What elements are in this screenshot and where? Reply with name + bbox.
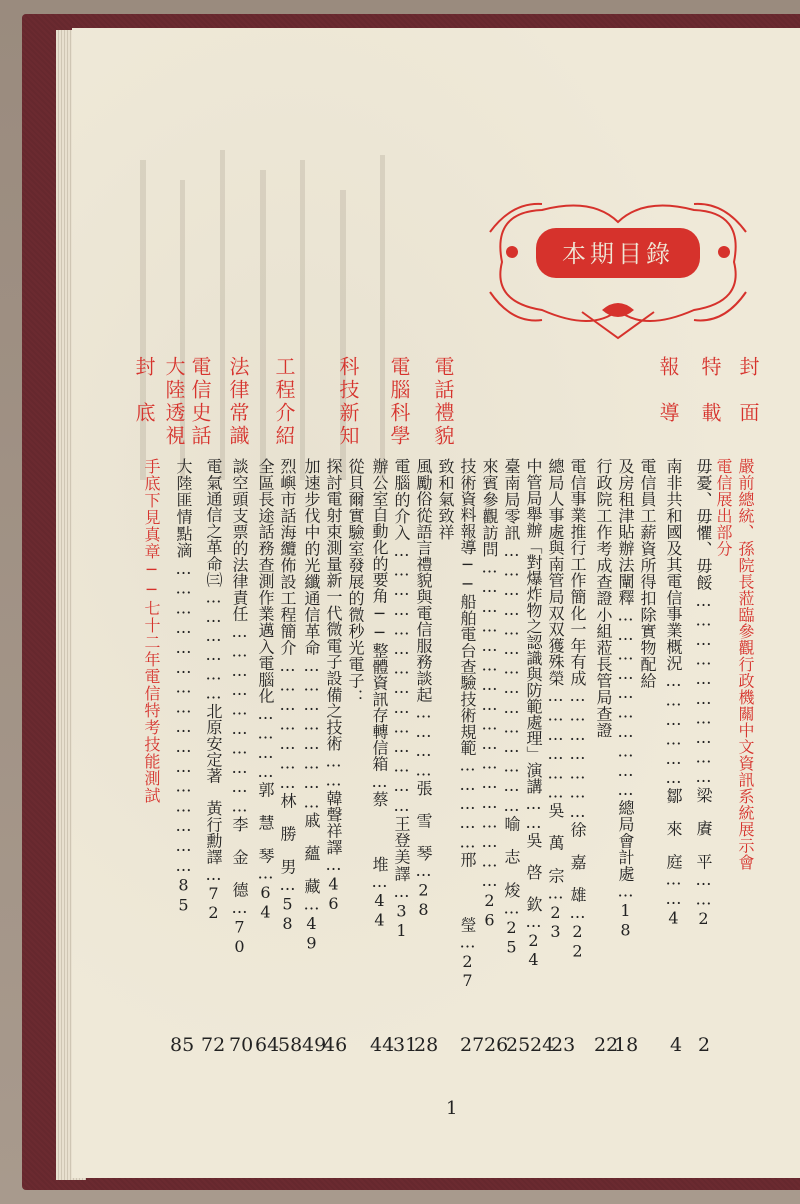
page-number: 26 <box>484 1034 509 1056</box>
seal-title: 本期目錄 <box>562 240 674 268</box>
toc-entry: 從貝爾實驗室發展的微秒光電子： <box>346 458 365 706</box>
toc-entry: 辦公室自動化的要角──整體資訊存轉信箱…蔡 堆…44 <box>370 458 389 930</box>
toc-entry: 毋憂、毋懼、毋餒…………………………梁 賡 平……2 <box>694 458 713 929</box>
page-number: 23 <box>551 1034 576 1056</box>
section-tech: 科技新知 <box>336 356 360 448</box>
toc-entry: 大陸匪情點滴…………………………………………85 <box>174 458 193 916</box>
page-number: 24 <box>530 1034 555 1056</box>
section-report: 報 導 <box>656 356 680 425</box>
section-mainland: 大陸透視 <box>162 356 186 448</box>
toc-entry: 致和氣致祥 <box>436 458 455 541</box>
section-special: 特 載 <box>698 356 722 425</box>
toc-entry: 電氣通信之革命㈢………………北原安定著 黃行勳譯…72 <box>204 458 223 923</box>
toc-entry: 電信事業推行工作簡化一年有成…………………徐 嘉 雄…22 <box>568 458 587 961</box>
page-number: 70 <box>229 1034 254 1056</box>
toc-entry: 來賓參觀訪問……………………………………………26 <box>480 458 499 930</box>
section-law: 法律常識 <box>226 356 250 448</box>
page-number: 72 <box>201 1034 226 1056</box>
toc-entry: 行政院工作考成查證小組蒞長管局查證 <box>594 458 613 739</box>
page-number: 85 <box>170 1034 195 1056</box>
toc-entry: 手底下見真章──七十二年電信特考技能測試 <box>142 458 161 804</box>
page-number: 4 <box>670 1034 683 1056</box>
toc-entry: 全區長途話務查測作業邁入電腦化…………郭 慧 琴…64 <box>256 458 275 922</box>
page-number: 27 <box>460 1034 485 1056</box>
page-number: 58 <box>278 1034 303 1056</box>
page-number: 64 <box>255 1034 280 1056</box>
toc-entry: 中管局舉辦「對爆炸物之認識與防範處理」演講……吳 啓 欽…24 <box>524 458 543 969</box>
toc-entry: 總局人事處與南管局双双獲殊榮………………吳 萬 宗…23 <box>546 458 565 942</box>
page-number: 22 <box>594 1034 619 1056</box>
page-number: 44 <box>370 1034 395 1056</box>
page-number: 25 <box>506 1034 531 1056</box>
toc-entry: 技術資料報導──船舶電台查驗技術規範……………邢 瑩…27 <box>458 458 477 991</box>
toc-entry: 電腦的介入……………………………………王登美譯…31 <box>392 458 411 941</box>
table-of-contents-seal <box>482 192 754 340</box>
page-number: 28 <box>414 1034 439 1056</box>
section-computer: 電腦科學 <box>387 356 411 448</box>
page-number: 31 <box>393 1034 418 1056</box>
section-history: 電信史話 <box>188 356 212 448</box>
section-engineering: 工程介紹 <box>272 356 296 448</box>
section-back: 封 底 <box>132 356 156 425</box>
toc-entry: 及房租津貼辦法闡釋…………………………總局會計處…18 <box>616 458 635 940</box>
section-etiquette: 電話禮貌 <box>431 356 455 448</box>
toc-entry: 電信展出部分 <box>714 458 733 557</box>
toc-entry: 南非共和國及其電信事業概況………………鄒 來 庭……4 <box>664 458 683 928</box>
page-number: 46 <box>323 1034 348 1056</box>
toc-entry: 臺南局零訊……………………………………喻 志 焌…25 <box>502 458 521 958</box>
toc-entry: 風勵俗從語言禮貌與電信服務談起…………張 雪 琴…28 <box>414 458 433 920</box>
page-number: 18 <box>614 1034 639 1056</box>
toc-entry: 電信員工薪資所得扣除實物配給 <box>638 458 657 689</box>
toc-entry: 加速步伐中的光纖通信革命……………………戚 蘊 藏…49 <box>302 458 321 953</box>
section-cover: 封 面 <box>736 356 760 425</box>
folio-page-number: 1 <box>446 1098 458 1119</box>
toc-entry: 嚴前總統、孫院長蒞臨參觀行政機關中文資訊系統展示會 <box>736 458 755 871</box>
toc-entry: 探討電射束測量新一代微電子設備之技術……韓聲祥譯…46 <box>324 458 343 914</box>
toc-entry: 談空頭支票的法律責任…………………………李 金 德…70 <box>230 458 249 957</box>
page-number: 2 <box>698 1034 711 1056</box>
toc-entry: 烈嶼市話海纜佈設工程簡介…………………林 勝 男…58 <box>278 458 297 934</box>
page-number: 49 <box>302 1034 327 1056</box>
